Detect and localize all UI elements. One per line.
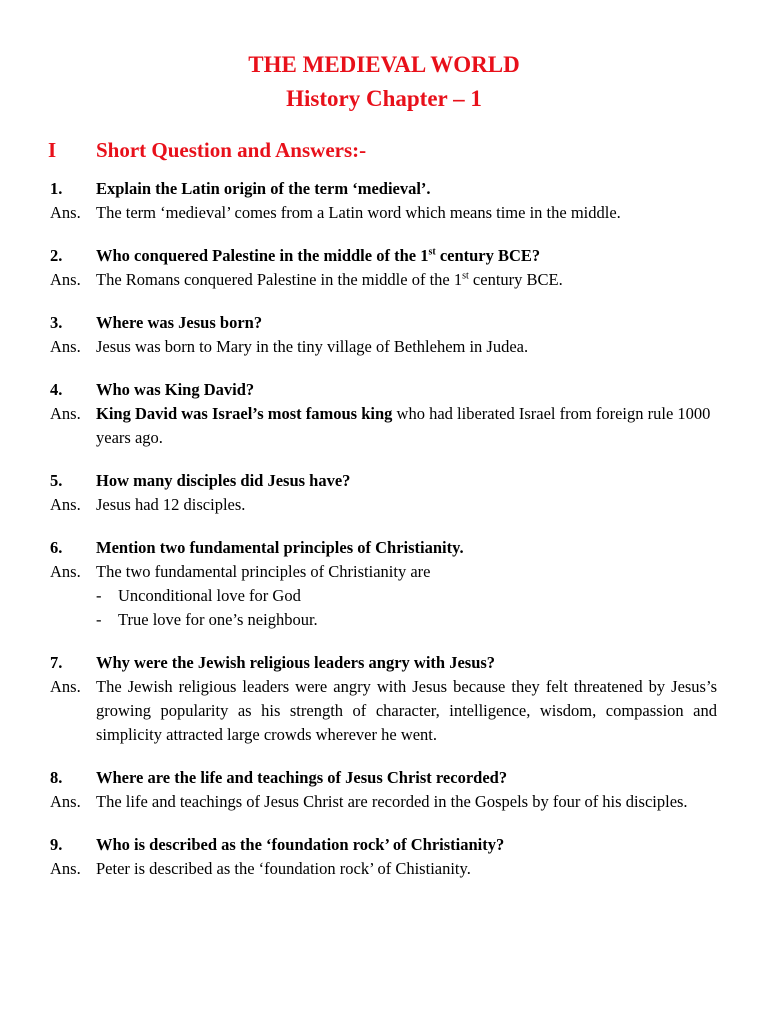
answer-label: Ans.: [50, 562, 81, 581]
list-item-text: Unconditional love for God: [118, 586, 301, 605]
answer-text: Jesus was born to Mary in the tiny village of Bethlehem in Judea.: [96, 337, 529, 356]
question-text: Why were the Jewish religious leaders angry with Jesus?: [96, 653, 496, 672]
question-number: 9.: [50, 835, 63, 854]
section-title: Short Question and Answers:-: [96, 138, 367, 162]
qa-item-5: [0, 469, 768, 517]
question-text: Who is described as the ‘foundation rock’ of Christianity?: [96, 835, 505, 854]
qa-list: [0, 177, 768, 881]
question-number: 6.: [50, 538, 63, 557]
section-heading: [0, 138, 768, 163]
bullet-dash: -: [96, 610, 102, 629]
question-number: 4.: [50, 380, 63, 399]
qa-item-1: [0, 177, 768, 225]
question-number: 3.: [50, 313, 63, 332]
chapter-subtitle: History Chapter – 1: [286, 86, 482, 111]
qa-item-8: [0, 766, 768, 814]
answer-label: Ans.: [50, 792, 81, 811]
superscript: st: [428, 246, 436, 258]
answer-label: Ans.: [50, 270, 81, 289]
list-item: [0, 584, 768, 608]
question-number: 7.: [50, 653, 63, 672]
qa-item-2: [0, 244, 768, 292]
question-number: 1.: [50, 179, 63, 198]
question-text: How many disciples did Jesus have?: [96, 471, 351, 490]
answer-text: Jesus had 12 disciples.: [96, 495, 246, 514]
answer-label: Ans.: [50, 677, 81, 696]
answer-text: Peter is described as the ‘foundation rock’ of Chistianity.: [96, 859, 471, 878]
qa-item-9: [0, 833, 768, 881]
question-text-part: century BCE?: [435, 246, 541, 265]
question-text: Who was King David?: [96, 380, 255, 399]
answer-text-part: The Romans conquered Palestine in the middle of the 1: [96, 270, 463, 289]
qa-item-7: [0, 651, 768, 747]
answer-label: Ans.: [50, 337, 81, 356]
question-number: 2.: [50, 246, 63, 265]
question-text: [96, 244, 717, 268]
title-block: [0, 0, 768, 116]
section-number: I: [48, 138, 57, 162]
question-text-part: Who conquered Palestine in the middle of the 1: [96, 246, 429, 265]
qa-item-6: [0, 536, 768, 632]
question-number: 8.: [50, 768, 63, 787]
qa-item-3: [0, 311, 768, 359]
answer-label: Ans.: [50, 859, 81, 878]
list-item-text: True love for one’s neighbour.: [118, 610, 318, 629]
question-text: Where was Jesus born?: [96, 313, 263, 332]
document-title: THE MEDIEVAL WORLD: [248, 52, 520, 77]
question-text: Where are the life and teachings of Jesus Christ recorded?: [96, 768, 508, 787]
answer-text: The Jewish religious leaders were angry with Jesus because they felt threatened by Jesus’s growing popularity as his strength of character, intelligence, wisdom, compassion and simplicity attracted large crowds wherever he went.: [96, 677, 717, 744]
answer-text: The life and teachings of Jesus Christ are recorded in the Gospels by four of his disciples.: [96, 792, 688, 811]
question-number: 5.: [50, 471, 63, 490]
question-text: Mention two fundamental principles of Christianity.: [96, 538, 464, 557]
answer-label: Ans.: [50, 495, 81, 514]
list-item: [0, 608, 768, 632]
answer-text-part: who had liberated Israel from foreign rule 1000 years ago.: [96, 404, 711, 447]
answer-text-emphasis: King David was Israel’s most famous king: [96, 404, 393, 423]
answer-label: Ans.: [50, 404, 81, 423]
answer-text: The term ‘medieval’ comes from a Latin word which means time in the middle.: [96, 203, 621, 222]
answer-text-part: century BCE.: [468, 270, 563, 289]
answer-text: The two fundamental principles of Christianity are: [96, 562, 431, 581]
superscript: st: [462, 270, 469, 282]
answer-text: [96, 268, 717, 292]
question-text: Explain the Latin origin of the term ‘medieval’.: [96, 179, 431, 198]
bullet-dash: -: [96, 586, 102, 605]
qa-item-4: [0, 378, 768, 450]
answer-text: [96, 402, 717, 450]
answer-label: Ans.: [50, 203, 81, 222]
